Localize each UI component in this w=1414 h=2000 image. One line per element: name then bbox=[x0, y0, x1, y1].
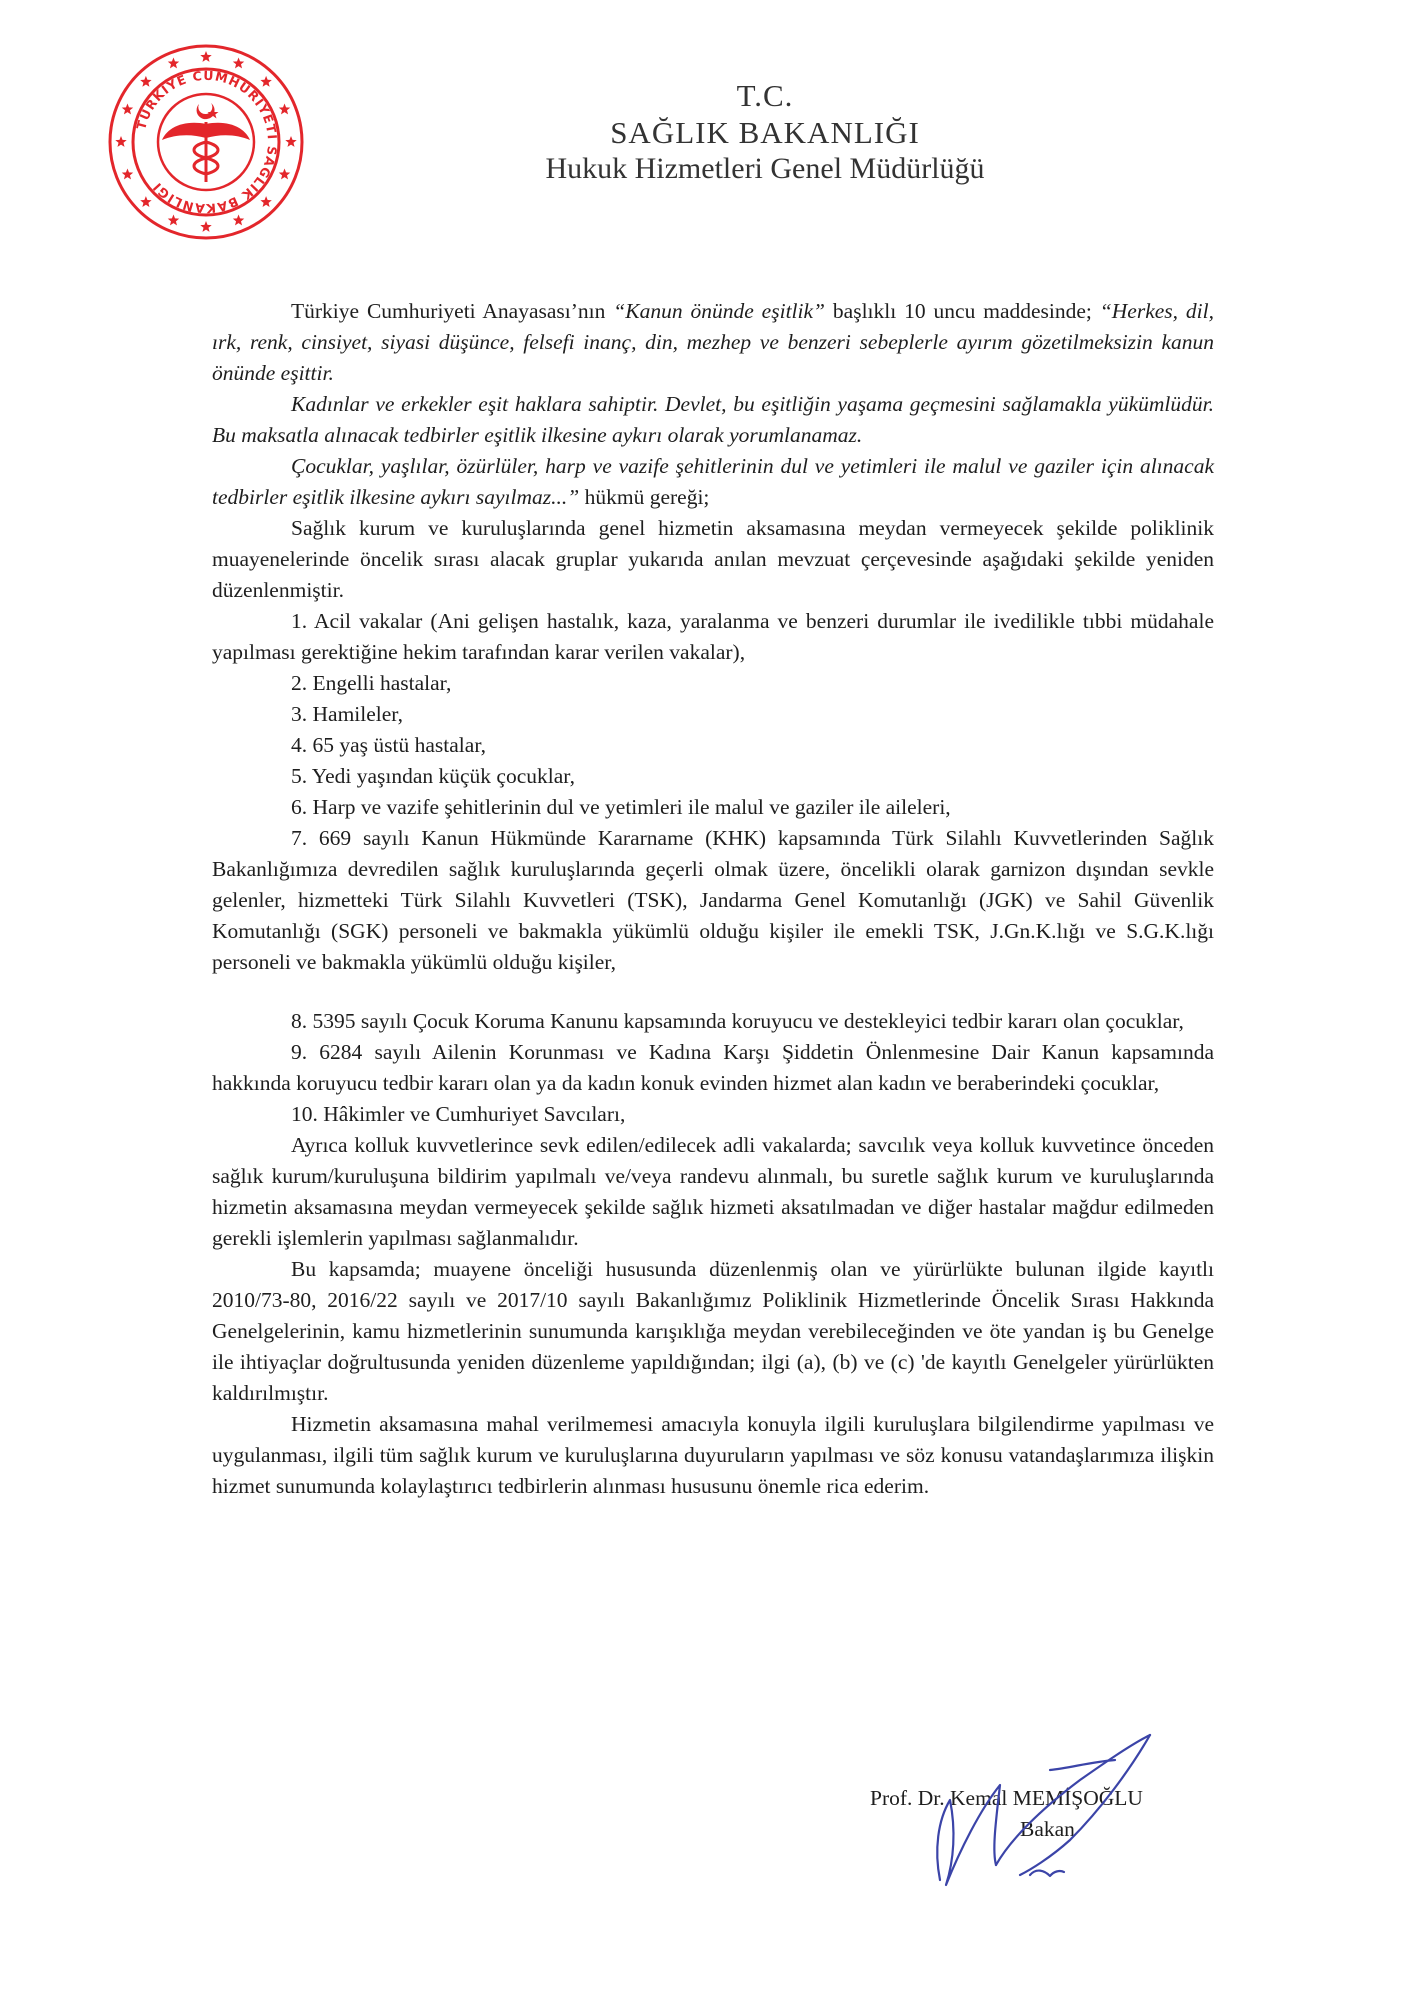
seal-star-icon bbox=[140, 196, 151, 207]
p1-text-b: “Kanun önünde eşitlik” bbox=[613, 299, 825, 323]
paragraph-intro: Sağlık kurum ve kuruluşlarında genel hizmetin aksamasına meydan vermeyecek şekilde poliklinik muayenelerinde öncelik sırası alacak gruplar yukarıda anılan mevzuat çerçevesinde aşağıdaki şekilde yeniden düzenlenmiştir. bbox=[212, 516, 1214, 602]
p1-text-d: “Herkes, dil, ırk, renk, cinsiyet, siyasi düşünce, felsefi inanç, din, mezhep ve benzeri sebeplerle ayırım gözetilmeksizin kanun önünde eşittir. bbox=[212, 299, 1214, 385]
signatory-name: Prof. Dr. Kemal MEMİŞOĞLU bbox=[870, 1786, 1143, 1810]
p3-text-b: hükmü gereği; bbox=[579, 485, 710, 509]
header-directorate: Hukuk Hizmetleri Genel Müdürlüğü bbox=[545, 152, 985, 186]
p1-text-c: başlıklı 10 uncu maddesinde; bbox=[825, 299, 1100, 323]
seal-star-icon bbox=[200, 221, 211, 232]
paragraph-children bbox=[212, 451, 1214, 513]
paragraph-gender-equality: Kadınlar ve erkekler eşit haklara sahiptir. Devlet, bu eşitliğin yaşama geçmesini sağlamakla yükümlüdür. Bu maksatla alınacak tedbirler eşitlik ilkesine aykırı olarak yorumlanamaz. bbox=[212, 392, 1214, 447]
document-body bbox=[212, 296, 1214, 1502]
seal-star-icon bbox=[200, 51, 211, 62]
p3-text-a: Çocuklar, yaşlılar, özürlüler, harp ve vazife şehitlerinin dul ve yetimleri ile malul ve gaziler için alınacak tedbirler eşitlik ilkesine aykırı sayılmaz...” bbox=[212, 454, 1214, 509]
header-tc: T.C. bbox=[736, 78, 794, 113]
list-item: 7. 669 sayılı Kanun Hükmünde Kararname (KHK) kapsamında Türk Silahlı Kuvvetlerinden Sağlık Bakanlığımıza devredilen sağlık kuruluşlarında geçerli olmak üzere, öncelikli olarak garnizon dışından sevkle gelenler, hizmetteki Türk Silahlı Kuvvetleri (TSK), Jandarma Genel Komutanlığı (JGK) ve Sahil Güvenlik Komutanlığı (SGK) personeli ve bakmakla yükümlü olduğu kişiler ile emekli TSK, J.Gn.K.lığı ve S.G.K.lığı personeli ve bakmakla yükümlü olduğu kişiler, bbox=[212, 826, 1214, 974]
handwritten-signature-icon bbox=[900, 1700, 1200, 1900]
seal-star-icon bbox=[168, 215, 179, 226]
paragraph-forensic: Ayrıca kolluk kuvvetlerince sevk edilen/edilecek adli vakalarda; savcılık veya kolluk kuvvetince önceden sağlık kurum/kuruluşuna bildirim yapılmalı ve/veya randevu alınmalı, bu suretle sağlık kurum ve kuruluşlarında hizmetin aksamasına meydan vermeyecek şekilde sağlık hizmeti aksatılmadan ve diğer hastalar mağdur edilmeden gerekli işlemlerin yapılması sağlanmalıdır. bbox=[212, 1133, 1214, 1250]
list-item: 10. Hâkimler ve Cumhuriyet Savcıları, bbox=[291, 1102, 626, 1126]
header-ministry: SAĞLIK BAKANLIĞI bbox=[610, 114, 920, 150]
seal-star-icon bbox=[233, 57, 244, 68]
list-item: 5. Yedi yaşından küçük çocuklar, bbox=[291, 764, 575, 788]
seal-star-icon bbox=[233, 215, 244, 226]
list-item: 4. 65 yaş üstü hastalar, bbox=[291, 733, 486, 757]
seal-text: TÜRKİYE CUMHURİYETİ SAĞLIK BAKANLIĞI bbox=[133, 67, 281, 217]
paragraph-closing: Hizmetin aksamasına mahal verilmemesi amacıyla konuyla ilgili kuruluşlara bilgilendirme yapılması ve uygulanması, ilgili tüm sağlık kurum ve kuruluşlarına duyuruların yapılması ve söz konusu vatandaşlarımıza ilişkin hizmet sunumunda kolaylaştırıcı tedbirlerin alınması hususunu önemle rica ederim. bbox=[212, 1412, 1214, 1498]
seal-star-icon bbox=[168, 57, 179, 68]
letterhead bbox=[0, 78, 1414, 187]
list-item: 3. Hamileler, bbox=[291, 702, 403, 726]
paragraph-repeal: Bu kapsamda; muayene önceliği hususunda düzenlenmiş olan ve yürürlükte bulunan ilgide kayıtlı 2010/73-80, 2016/22 sayılı ve 2017/10 sayılı Bakanlığımız Poliklinik Hizmetlerinde Öncelik Sırası Hakkında Genelgelerinin, kamu hizmetlerinin sunumunda karışıklığa meydan verebileceğinden ve öte yandan iş bu Genelge ile ihtiyaçlar doğrultusunda yeniden düzenleme yapıldığından; ilgi (a), (b) ve (c) 'de kayıtlı Genelgeler yürürlükten kaldırılmıştır. bbox=[212, 1257, 1214, 1405]
p1-text-a: Türkiye Cumhuriyeti Anayasası’nın bbox=[291, 299, 614, 323]
list-item: 9. 6284 sayılı Ailenin Korunması ve Kadına Karşı Şiddetin Önlenmesine Dair Kanun kapsamında hakkında koruyucu tedbir kararı olan ya da kadın konuk evinden hizmet alan kadın ve beraberindeki çocuklar, bbox=[212, 1040, 1214, 1095]
list-item: 8. 5395 sayılı Çocuk Koruma Kanunu kapsamında koruyucu ve destekleyici tedbir kararı olan çocuklar, bbox=[291, 1009, 1184, 1033]
signatory-title: Bakan bbox=[1020, 1817, 1075, 1841]
list-item: 2. Engelli hastalar, bbox=[291, 671, 452, 695]
list-item: 1. Acil vakalar (Ani gelişen hastalık, kaza, yaralanma ve benzeri durumlar ile ivedilikle tıbbi müdahale yapılması gerektiğine hekim tarafından karar verilen vakalar), bbox=[212, 609, 1214, 664]
seal-star-icon bbox=[260, 196, 271, 207]
list-item: 6. Harp ve vazife şehitlerinin dul ve yetimleri ile malul ve gaziler ile aileleri, bbox=[291, 795, 951, 819]
paragraph-constitution bbox=[212, 296, 1214, 389]
